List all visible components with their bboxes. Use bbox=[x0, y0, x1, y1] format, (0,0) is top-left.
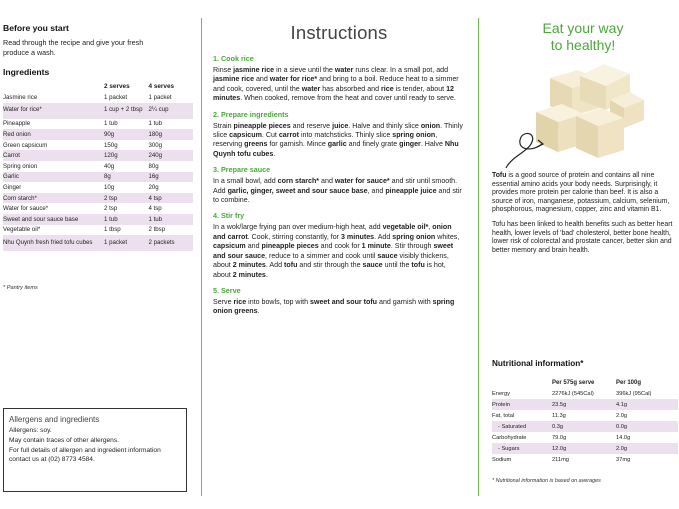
before-you-start-heading: Before you start bbox=[3, 23, 69, 33]
instruction-step bbox=[213, 211, 465, 279]
table-row: Garlic 8g 16g bbox=[3, 172, 193, 183]
step-heading: 2. Prepare ingredients bbox=[213, 109, 289, 119]
eat-title-line-1: Eat your way bbox=[542, 20, 624, 36]
ingredients-table bbox=[3, 81, 193, 251]
pantry-note: * Pantry items bbox=[3, 285, 38, 291]
table-row: Corn starch* 2 tsp 4 tsp bbox=[3, 193, 193, 204]
before-you-start-text: Read through the recipe and give your fresh produce a wash. bbox=[3, 38, 144, 57]
step-text: In a small bowl, add corn starch* and water for sauce* and stir until smooth. Add garlic, ginger, sweet and sour sauce base, and pineapple juice and stir to combine. bbox=[213, 177, 462, 205]
nutrition-heading: Nutritional information* bbox=[492, 359, 584, 368]
eat-healthy-title bbox=[494, 20, 672, 54]
table-row: Nhu Quynh fresh fried tofu cubes 1 packet 2 packets bbox=[3, 235, 193, 251]
table-row: Water for sauce* 2 tsp 4 tsp bbox=[3, 205, 162, 213]
table-row: Ginger 10g 20g bbox=[3, 183, 159, 191]
step-heading: 5. Serve bbox=[213, 285, 241, 295]
column-header: Per 100g bbox=[616, 379, 642, 386]
allergens-line: Allergens: soy. bbox=[9, 427, 52, 434]
table-row: Carrot 120g 240g bbox=[3, 150, 193, 161]
allergens-title: Allergens and ingredients bbox=[9, 415, 100, 424]
table-row: Sweet and sour sauce base 1 tub 1 tub bbox=[3, 214, 193, 225]
table-header-row bbox=[492, 377, 678, 388]
table-header-row bbox=[3, 81, 193, 92]
table-row: Red onion 90g 180g bbox=[3, 129, 193, 140]
nutrition-table bbox=[492, 377, 678, 465]
tofu-paragraph: Tofu is a good source of protein and contains all nine essential amino acids your body needs. Surprisingly, it provides more protein per calorie than beef. It is also a source of iron, manganese, potassium, calcium, selenium, phosphorous, magnesium, copper, zinc and vitamin B1. bbox=[492, 172, 670, 214]
table-row: Spring onion 40g 80g bbox=[3, 162, 159, 170]
allergens-box bbox=[3, 408, 187, 492]
column-divider-right bbox=[478, 18, 479, 496]
step-heading: 3. Prepare sauce bbox=[213, 165, 271, 175]
column-header: Per 575g serve bbox=[552, 379, 595, 386]
table-row: - Sugars 12.0g 2.0g bbox=[492, 443, 678, 454]
table-row: Energy 2276kJ (545Cal) 396kJ (95Cal) bbox=[492, 390, 652, 397]
instruction-step bbox=[213, 286, 465, 317]
step-heading: 1. Cook rice bbox=[213, 54, 254, 63]
instruction-step bbox=[213, 110, 465, 160]
step-heading: 4. Stir fry bbox=[213, 211, 245, 221]
tofu-cubes-illustration bbox=[492, 60, 678, 172]
step-text: Strain pineapple pieces and reserve juice. Halve and thinly slice onion. Thinly slice capsicum. Cut carrot into matchsticks. Thinly slice spring onion, reserving greens for garnish. Mince garlic and finely grate ginger. Halve Nhu Quynh tofu cubes. bbox=[213, 121, 463, 158]
table-row: Sodium 211mg 37mg bbox=[492, 456, 631, 463]
instructions-title: Instructions bbox=[290, 22, 388, 43]
tofu-info bbox=[492, 172, 679, 261]
step-text: Rinse jasmine rice in a sieve until the water runs clear. In a small pot, add jasmine rice and water for rice* and bring to a boil. Reduce heat to a simmer and cook, covered, until the water has absorbed and rice is tender, about 12 minutes. When cooked, remove from the heat and cover until ready to serve. bbox=[213, 66, 459, 103]
table-row: Fat, total 11.3g 2.0g bbox=[492, 412, 628, 419]
instruction-step bbox=[213, 165, 465, 205]
table-row: Vegetable oil* 1 tbsp 2 tbsp bbox=[3, 226, 166, 234]
column-header: 2 serves bbox=[104, 83, 130, 90]
table-row: Protein 23.5g 4.1g bbox=[492, 399, 678, 410]
table-row: - Saturated 0.3g 0.0g bbox=[492, 421, 678, 432]
allergens-contact-line: For full details of allergen and ingredient information contact us at (02) 8773 4584. bbox=[9, 447, 161, 463]
left-column bbox=[3, 23, 195, 77]
allergens-traces-line: May contain traces of other allergens. bbox=[9, 437, 119, 445]
step-text: In a wok/large frying pan over medium-high heat, add vegetable oil*, onion and carrot. Cook, stirring constantly, for 3 minutes. Add spring onion whites, capsicum and pineapple pieces and cook for 1 minute. Stir through sweet and sour sauce, reduce to a simmer and cook until sauce visibly thickens, about 2 minutes. Add tofu and stir through the sauce until the tofu is hot, about 2 minutes. bbox=[213, 223, 460, 279]
column-divider-left bbox=[201, 18, 202, 496]
step-text: Serve rice into bowls, top with sweet and sour tofu and garnish with spring onion greens. bbox=[213, 297, 455, 316]
instruction-step bbox=[213, 54, 465, 104]
table-row: Pineapple 1 tub 1 tub bbox=[3, 120, 163, 128]
eat-title-line-2: to healthy! bbox=[550, 37, 616, 53]
nutrition-note: * Nutritional information is based on averages bbox=[492, 478, 601, 484]
ingredients-heading: Ingredients bbox=[3, 67, 50, 77]
tofu-paragraph: Tofu has been linked to health benefits such as better heart health, lower levels of 'bad' cholesterol, better bone health, lower risk of colorectal and prostate cancer, better skin and better memory and brain health. bbox=[492, 220, 673, 254]
table-row: Water for rice* 1 cup + 2 tbsp 2¼ cup bbox=[3, 103, 193, 119]
table-row: Jasmine rice 1 packet 1 packet bbox=[3, 93, 172, 101]
table-row: Carbohydrate 79.0g 14.0g bbox=[492, 434, 631, 441]
column-header: 4 serves bbox=[148, 83, 175, 90]
table-row: Green capsicum 150g 300g bbox=[3, 141, 163, 149]
instructions-column bbox=[213, 22, 465, 323]
